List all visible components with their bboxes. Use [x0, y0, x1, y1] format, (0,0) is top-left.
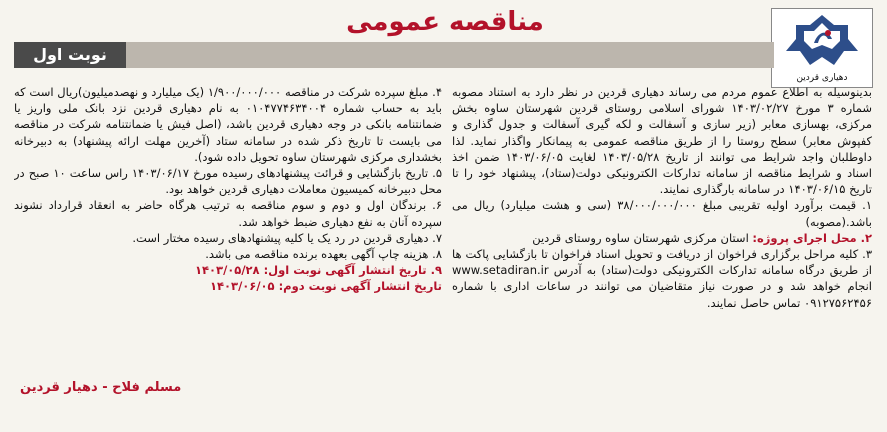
item-3: ۳. کلیه مراحل برگزاری فراخوان از دریافت و تحویل اسناد فراخوان تا بازگشایی پاکت ها از طریق درگاه سامانه تدارکات الکترونیکی دولت(ستاد) به آدرس www.setadiran.ir انجام خواهد شد و در صورت نیاز متقاضیان می توانند در ساعات اداری با شماره ۰۹۱۲۷۵۶۲۴۵۶ تماس حاصل نمایند.: [452, 247, 872, 310]
signature: مسلم فلاح - دهیار قردین: [20, 380, 182, 395]
item-7: ۷. دهیاری قردین در رد یک یا کلیه پیشنهادهای رسیده مختار است.: [132, 230, 442, 245]
left-column: [14, 84, 442, 424]
village-emblem-icon: [778, 13, 866, 71]
item-9: ۹. تاریخ انتشار آگهی نوبت اول: ۱۴۰۳/۰۵/۲۸: [195, 263, 442, 278]
item-4: ۴. مبلغ سپرده شرکت در مناقصه ۱/۹۰۰/۰۰۰/۰۰۰ (یک میلیارد و نهصدمیلیون)ریال است که باید به حساب شماره ۰۱۰۴۷۷۴۶۳۴۰۰۴ به نام دهیاری قردین نزد بانک ملی واریز یا ضمانتنامه بانکی در وجه دهیاری قردین باشد، (اصل فیش یا ضمانتنامه شرکت در مناقصه می بایست تا تاریخ ذکر شده در سامانه ستاد (آخرین مهلت ارائه پیشنهاد) به دبیرخانه بخشداری مرکزی شهرستان ساوه تحویل داده شود).: [14, 85, 442, 164]
round-tag: نوبت اول: [14, 42, 126, 68]
item-2: [452, 230, 872, 246]
item-2-text: استان مرکزی شهرستان ساوه روستای قردین: [532, 230, 749, 245]
village-emblem-logo: [771, 8, 873, 88]
intro-paragraph: بدینوسیله به اطلاع عموم مردم می رساند دهیاری قردین در نظر دارد به استناد مصوبه شماره ۳ مورخ ۱۴۰۳/۰۲/۲۷ شورای اسلامی روستای قردین شهرستان ساوه بخش مرکزی، بهسازی معابر (زیر سازی و آسفالت و لکه گیری آسفالت و جدول گذاری و کفپوش معابر) سطح روستا را از طریق مناقصه عمومی به پیمانکار واگذار نماید. لذا داوطلبان واجد شرایط می توانند از تاریخ ۱۴۰۳/۰۵/۲۸ لغایت ۱۴۰۳/۰۶/۰۵ ضمن اخذ اسناد و شرایط مناقصه از سامانه تدارکات الکترونیکی دولت(ستاد)، پیشنهاد خود را تا تاریخ ۱۴۰۳/۰۶/۱۵ در سامانه بارگذاری نمایند.: [452, 85, 872, 197]
page-title: مناقصه عمومی: [346, 7, 544, 37]
item-8: ۸. هزینه چاپ آگهی بعهده برنده مناقصه می باشد.: [205, 247, 442, 262]
item-1: ۱. قیمت برآورد اولیه تقریبی مبلغ ۳۸/۰۰۰/۰۰۰/۰۰۰ (سی و هشت میلیارد) ریال می باشد.(مصوبه): [452, 198, 872, 229]
item-10: تاریخ انتشار آگهی نوبت دوم: ۱۴۰۳/۰۶/۰۵: [210, 279, 442, 294]
right-column: [452, 84, 872, 424]
item-5: ۵. تاریخ بازگشایی و قرائت پیشنهادهای رسیده مورخ ۱۴۰۳/۰۶/۱۷ راس ساعت ۱۰ صبح در محل دبیرخانه کمیسیون معاملات دهیاری قردین خواهد بود.: [14, 166, 442, 197]
header-band: [14, 42, 774, 68]
item-2-label: ۲. محل اجرای پروژه:: [752, 230, 872, 245]
logo-caption: دهیاری قردین: [796, 73, 848, 83]
item-6: ۶. برندگان اول و دوم و سوم مناقصه به ترتیب هرگاه حاضر به انعقاد قرارداد نشوند سپرده آنان به نفع دهیاری ضبط خواهد شد.: [14, 198, 442, 229]
